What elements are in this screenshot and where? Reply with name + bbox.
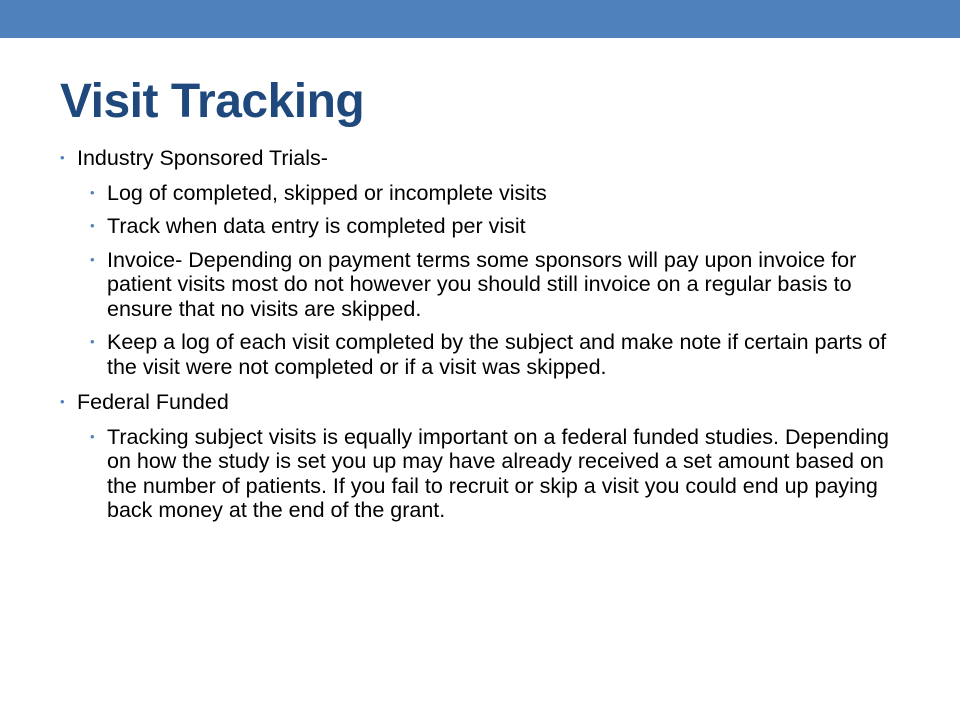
bullet-icon: • [60, 150, 65, 165]
bullet-icon: • [60, 394, 65, 409]
list-item-text: Invoice- Depending on payment terms some sponsors will pay upon invoice for patient visits most do not however you should still invoice on a regular basis to ensure that no visits are skipped. [107, 247, 857, 321]
bullet-icon: • [90, 218, 95, 233]
list-item-text: Log of completed, skipped or incomplete visits [107, 180, 547, 205]
bullet-list [60, 146, 910, 523]
section-federal-funded [60, 390, 910, 523]
list-item [90, 248, 910, 322]
list-item [90, 214, 910, 239]
sub-bullet-list [90, 425, 910, 523]
section-heading: Industry Sponsored Trials- [77, 146, 328, 170]
section-heading: Federal Funded [77, 390, 229, 414]
bullet-icon: • [90, 334, 95, 349]
list-item [90, 330, 910, 379]
list-item [90, 425, 910, 523]
section-industry-sponsored [60, 146, 910, 379]
bullet-icon: • [90, 428, 95, 444]
top-accent-band [0, 0, 960, 38]
list-item-text: Tracking subject visits is equally important on a federal funded studies. Depending on how the study is set you up may have already received a set amount based on the number of patients. If you fail to recruit or skip a visit you could end up paying back money at the end of the grant. [107, 424, 889, 522]
sub-bullet-list [90, 181, 910, 380]
bullet-icon: • [90, 184, 95, 200]
list-item-text: Track when data entry is completed per visit [107, 214, 526, 238]
list-item-text: Keep a log of each visit completed by the subject and make note if certain parts of the visit were not completed or if a visit was skipped. [107, 330, 887, 379]
slide-body [60, 146, 910, 534]
bullet-icon: • [90, 251, 95, 267]
slide-title: Visit Tracking [60, 75, 365, 128]
list-item [90, 181, 910, 206]
